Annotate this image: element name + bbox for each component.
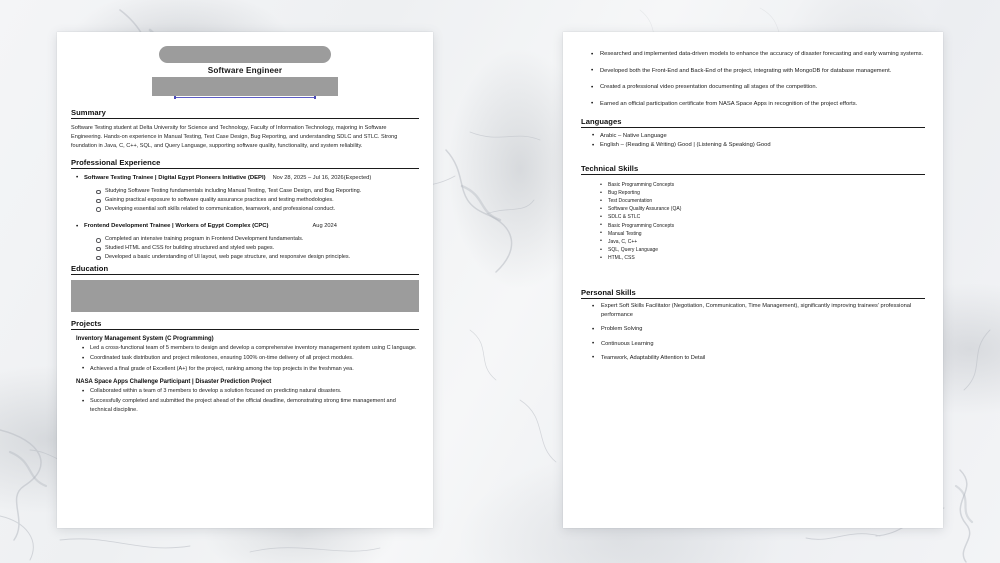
summary-paragraph: Software Testing student at Delta University for Science and Technology, Faculty of Information Technology, majoring in Software Engineering. Hands-on experience in Manual Testing, Test Case Design, Bug Reporting, and understanding SDLC and STLC. Strong foundation in Java, C, C++, SQL, and Query Language, supporting software quality, functionality, and system reliability. — [71, 125, 398, 149]
section-technical-skills — [581, 164, 925, 262]
section-education — [71, 264, 419, 312]
experience-title-1: Software Testing Trainee | Digital Egypt Pioneers Initiative (DEPI) — [84, 174, 266, 181]
list-item: Developed a basic understanding of UI layout, web page structure, and responsive design principles. — [95, 253, 419, 261]
list-item: • Manual Testing — [581, 230, 925, 238]
contact-link-underline — [174, 97, 316, 98]
resume-page-2 — [563, 32, 943, 528]
job-title: Software Engineer — [207, 66, 283, 75]
experience-date-1: Nov 28, 2025 – Jul 16, 2026(Expected) — [272, 174, 372, 181]
list-item: • Arabic – Native Language — [581, 132, 925, 141]
list-item: Gaining practical exposure to software quality assurance practices and testing methodologies. — [95, 196, 419, 204]
list-item: • SDLC & STLC — [581, 213, 925, 221]
resume-header — [71, 46, 419, 101]
contact-redaction-block — [152, 77, 338, 96]
list-item: • Developed both the Front-End and Back-End of the project, integrating with MongoDB for database management. — [581, 67, 925, 76]
list-item: • Teamwork, Adaptability Attention to Detail — [581, 354, 925, 363]
list-item: • Successfully completed and submitted the project ahead of the official deadline, demonstrating strong time management and technical discipline. — [71, 397, 419, 414]
list-item: • Basic Programming Concepts — [581, 222, 925, 230]
list-item: • Basic Programming Concepts — [581, 181, 925, 189]
list-item: Studying Software Testing fundamentals including Manual Testing, Test Case Design, and Bug Reporting. — [95, 187, 419, 195]
list-item: • HTML, CSS — [581, 254, 925, 262]
resume-page-1 — [57, 32, 433, 528]
section-heading-personal-skills: Personal Skills — [581, 288, 925, 299]
list-item: • Achieved a final grade of Excellent (A+) for the project, ranking among the top projects in the freshman yea. — [71, 365, 419, 374]
list-item: • English – (Reading & Writing) Good | (Listening & Speaking) Good — [581, 141, 925, 150]
list-item: • Bug Reporting — [581, 189, 925, 197]
experience-entry-2-list — [71, 222, 419, 231]
continued-project-bullets — [581, 50, 925, 109]
experience-entry-1-header — [71, 174, 419, 183]
list-item: Studied HTML and CSS for building structured and styled web pages. — [95, 244, 419, 252]
technical-skills-list — [581, 181, 925, 262]
experience-entry-2-bullets — [71, 235, 419, 261]
name-redaction-block — [159, 46, 331, 63]
section-spacer — [581, 262, 925, 288]
list-item: • Problem Solving — [581, 325, 925, 334]
section-heading-projects: Projects — [71, 319, 419, 330]
section-heading-languages: Languages — [581, 117, 925, 128]
contact-info-area — [152, 77, 338, 101]
personal-skills-list — [581, 302, 925, 363]
list-item: • SQL, Query Language — [581, 246, 925, 254]
experience-entry-1-bullets — [71, 187, 419, 213]
project-title-2: NASA Space Apps Challenge Participant | Disaster Prediction Project — [76, 379, 272, 386]
list-item: • Test Documentation — [581, 197, 925, 205]
project-1-bullets — [71, 344, 419, 373]
list-item: Developing essential soft skills related to communication, teamwork, and professional conduct. — [95, 205, 419, 213]
education-redaction-block — [71, 280, 419, 312]
section-heading-professional-experience: Professional Experience — [71, 158, 419, 169]
list-item: Completed an intensive training program in Frontend Development fundamentals. — [95, 235, 419, 243]
list-item: • Collaborated within a team of 3 members to develop a solution focused on predicting natural disasters. — [71, 387, 419, 396]
section-heading-summary: Summary — [71, 108, 419, 119]
list-item: • Software Quality Assurance (QA) — [581, 205, 925, 213]
project-title-1: Inventory Management System (C Programming) — [76, 336, 214, 343]
project-2-bullets — [71, 387, 419, 414]
list-item: • Earned an official participation certificate from NASA Space Apps in recognition of the project efforts. — [581, 100, 925, 109]
experience-title-2: Frontend Development Trainee | Workers of Egypt Complex (CPC) — [84, 223, 269, 230]
section-heading-technical-skills: Technical Skills — [581, 164, 925, 175]
experience-entry-2-header — [71, 222, 419, 231]
list-item: • Expert Soft Skills Facilitator (Negotiation, Communication, Time Management), significantly improving trainees’ professional performance — [581, 302, 925, 320]
section-projects — [71, 319, 419, 414]
section-professional-experience — [71, 158, 419, 261]
list-item: • Created a professional video presentation documenting all stages of the competition. — [581, 83, 925, 92]
section-personal-skills — [581, 288, 925, 363]
list-item: • Coordinated task distribution and project milestones, ensuring 100% on-time delivery of all project modules. — [71, 354, 419, 363]
list-item: • Java, C, C++ — [581, 238, 925, 246]
section-summary — [71, 108, 419, 151]
list-item: • Researched and implemented data-driven models to enhance the accuracy of disaster forecasting and early warning systems. — [581, 50, 925, 59]
list-item: • Continuous Learning — [581, 340, 925, 349]
list-item: • Led a cross-functional team of 5 members to design and develop a comprehensive inventory management system using C language. — [71, 344, 419, 353]
experience-date-2: Aug 2024 — [312, 223, 337, 230]
section-heading-education: Education — [71, 264, 419, 275]
experience-entry-1-list — [71, 174, 419, 183]
section-languages — [581, 117, 925, 150]
languages-list — [581, 132, 925, 150]
